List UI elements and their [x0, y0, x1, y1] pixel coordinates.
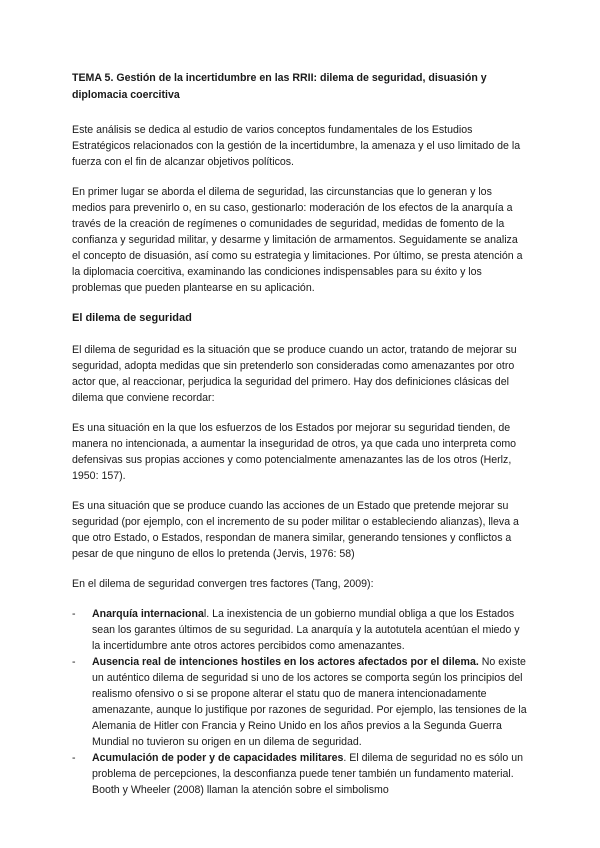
list-item-lead: Anarquía internaciona	[92, 608, 204, 620]
list-dash: -	[72, 656, 76, 668]
list-item-text: . El dilema de seguridad no es sólo un problema de percepciones, la desconfianza puede tener también un fundamento material. Booth y Wheeler (2008) llaman la atención sobre el simbolismo	[92, 752, 524, 796]
intro-paragraph: En primer lugar se aborda el dilema de seguridad, las circunstancias que lo generan y los medios para prevenirlo o, en su caso, gestionarlo: moderación de los efectos de la anarquía a través de la creación de regímenes o comunidades de seguridad, medidas de fomento de la confianza y seguridad militar, y desarme y limitación de armamentos. Seguidamente se analiza el concepto de disuasión, así como su estrategia y limitaciones. Por último, se presta atención a la diplomacia coercitiva, examinando las condiciones indispensables para su éxito y los problemas que pueden plantearse en su aplicación.	[72, 186, 523, 294]
list-item-lead: Ausencia real de intenciones hostiles en los actores afectados por el dilema.	[92, 656, 479, 668]
list-item-text: No existe un auténtico dilema de seguridad si uno de los actores se comporta según los principios del realismo ofensivo o si se propone alterar el statu quo de manera intencionadamente amenazante, aunque lo justifique por razones de seguridad. Por ejemplo, las tensiones de la Alemania de Hitler con Francia y Reino Unido en los años previos a la Segunda Guerra Mundial no tuvieron su origen en un dilema de seguridad.	[92, 656, 527, 748]
list-dash: -	[72, 752, 76, 764]
factors-list	[72, 606, 528, 798]
intro-paragraph: Este análisis se dedica al estudio de varios conceptos fundamentales de los Estudios Estratégicos relacionados con la gestión de la incertidumbre, la amenaza y el uso limitado de la fuerza con el fin de alcanzar objetivos políticos.	[72, 124, 521, 168]
document-title: TEMA 5. Gestión de la incertidumbre en las RRII: dilema de seguridad, disuasión y diplomacia coercitiva	[72, 72, 487, 101]
section-paragraph: El dilema de seguridad es la situación que se produce cuando un actor, tratando de mejorar su seguridad, adopta medidas que sin pretenderlo son consideradas como amenazantes por otro actor que, al reaccionar, perjudica la seguridad del primero. Hay dos definiciones clásicas del dilema que conviene recordar:	[72, 344, 517, 404]
definition-paragraph: Es una situación en la que los esfuerzos de los Estados por mejorar su seguridad tienden, de manera no intencionada, a aumentar la inseguridad de otros, ya que cada uno interpreta como defensivas sus propias acciones y como potencialmente amenazantes las de los otros (Herlz, 1950: 157).	[72, 422, 517, 482]
list-item-text: l. La inexistencia de un gobierno mundial obliga a que los Estados sean los garantes últimos de su seguridad. La anarquía y la autotutela acentúan el miedo y la incertidumbre ante otros actores percibidos como amenazantes.	[92, 608, 520, 652]
list-item	[72, 750, 528, 798]
definition-paragraph: Es una situación que se produce cuando las acciones de un Estado que pretende mejorar su seguridad (por ejemplo, con el incremento de su poder militar o estableciendo alianzas), lleva a que otro Estado, o Estados, respondan de manera similar, generando tensiones y conflictos a pesar de que ninguno de ellos lo pretenda (Jervis, 1976: 58)	[72, 500, 519, 560]
list-item	[72, 606, 528, 654]
section-heading: El dilema de seguridad	[72, 312, 192, 324]
list-dash: -	[72, 608, 76, 620]
list-item	[72, 654, 528, 750]
document-page	[72, 70, 528, 798]
section-paragraph: En el dilema de seguridad convergen tres factores (Tang, 2009):	[72, 578, 374, 590]
list-item-lead: Acumulación de poder y de capacidades militares	[92, 752, 344, 764]
